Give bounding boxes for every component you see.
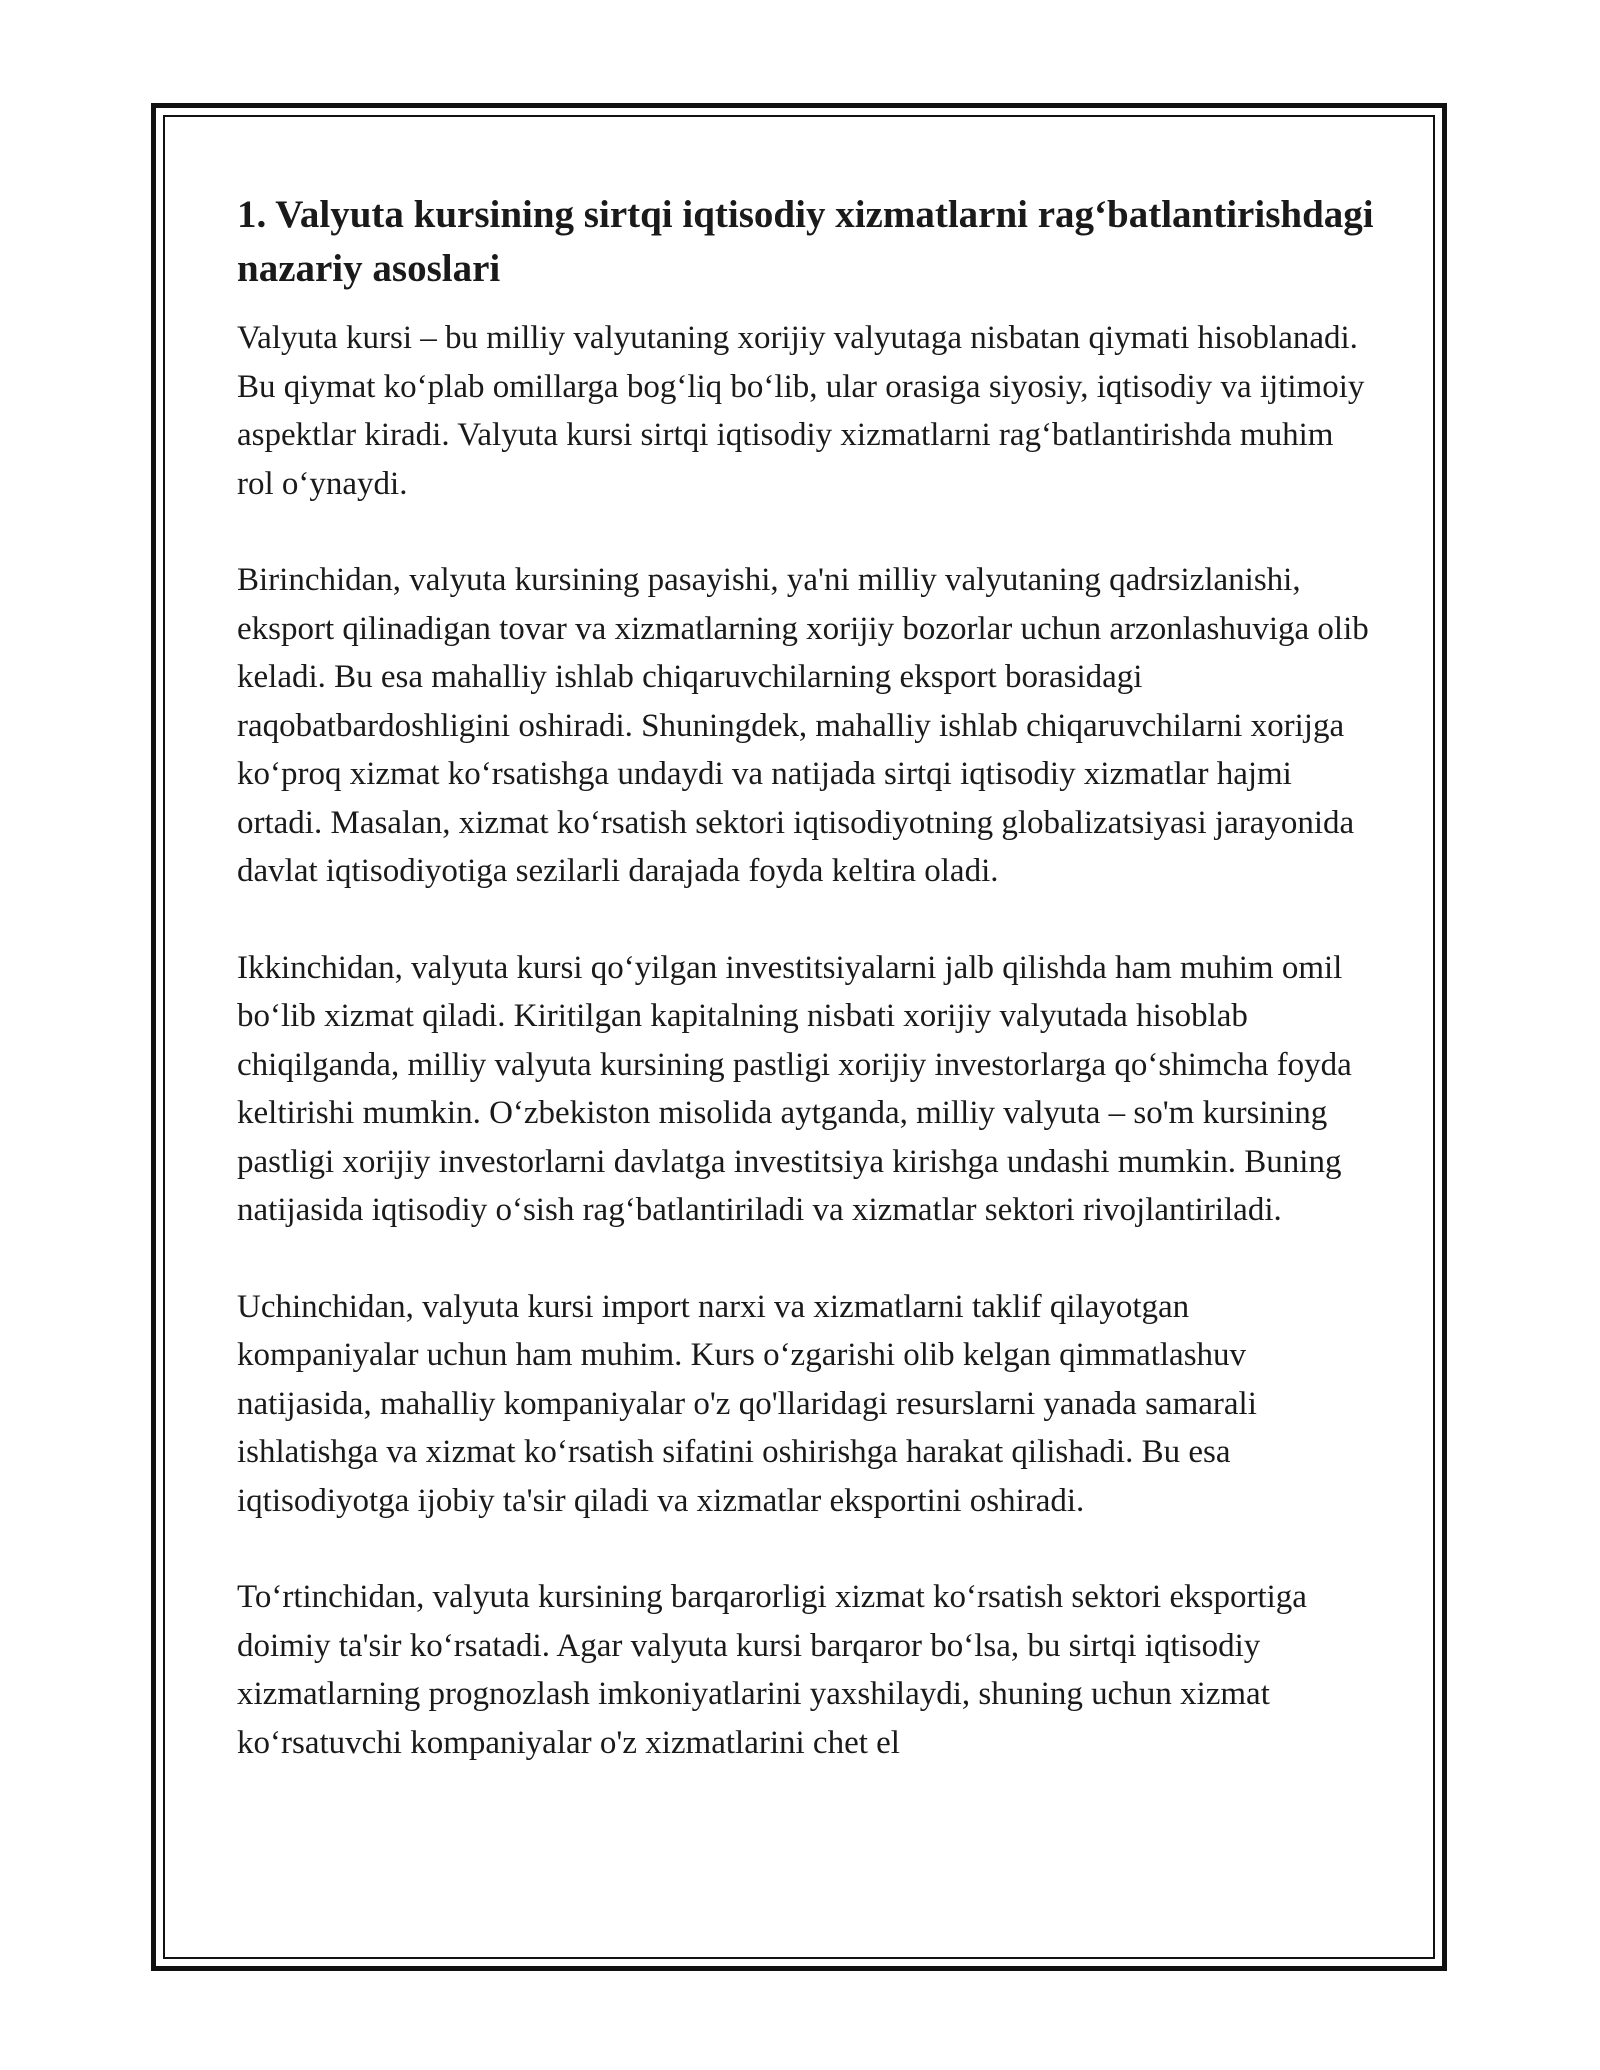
paragraph-first: Birinchidan, valyuta kursining pasayishi, ya'ni milliy valyutaning qadrsizlanishi, eksport qilinadigan tovar va xizmatlarning xorijiy bozorlar uchun arzonlashuviga olib keladi. Bu esa mahalliy ishlab chiqaruvchilarning eksport borasidagi raqobatbardoshligini oshiradi. Shuningdek, mahalliy ishlab chiqaruvchilarni xorijga ko‘proq xizmat ko‘rsatishga undaydi va natijada sirtqi iqtisodiy xizmatlar hajmi ortadi. Masalan, xizmat ko‘rsatish sektori iqtisodiyotning globalizatsiyasi jarayonida davlat iqtisodiyotiga sezilarli darajada foyda keltira oladi. [237, 562, 1369, 889]
section-title: 1. Valyuta kursining sirtqi iqtisodiy xizmatlarni rag‘batlantirishdagi nazariy asoslari [237, 193, 1374, 290]
paragraph-third: Uchinchidan, valyuta kursi import narxi va xizmatlarni taklif qilayotgan kompaniyalar uchun ham muhim. Kurs o‘zgarishi olib kelgan qimmatlashuv natijasida, mahalliy kompaniyalar o'z qo'llaridagi resurslarni yanada samarali ishlatishga va xizmat ko‘rsatish sifatini oshirishga harakat qilishadi. Bu esa iqtisodiyotga ijobiy ta'sir qiladi va xizmatlar eksportini oshiradi. [237, 1288, 1257, 1519]
paragraph-intro: Valyuta kursi – bu milliy valyutaning xorijiy valyutaga nisbatan qiymati hisoblanadi. Bu qiymat ko‘plab omillarga bog‘liq bo‘lib, ular orasiga siyosiy, iqtisodiy va ijtimoiy aspektlar kiradi. Valyuta kursi sirtqi iqtisodiy xizmatlarni rag‘batlantirishda muhim rol o‘ynaydi. [237, 320, 1365, 502]
paragraph-second: Ikkinchidan, valyuta kursi qo‘yilgan investitsiyalarni jalb qilishda ham muhim omil bo‘lib xizmat qiladi. Kiritilgan kapitalning nisbati xorijiy valyutada hisoblab chiqilganda, milliy valyuta kursining pastligi xorijiy investorlarga qo‘shimcha foyda keltirishi mumkin. O‘zbekiston misolida aytganda, milliy valyuta – so'm kursining pastligi xorijiy investorlarni davlatga investitsiya kirishga undashi mumkin. Buning natijasida iqtisodiy o‘sish rag‘batlantiriladi va xizmatlar sektori rivojlantiriladi. [237, 949, 1352, 1228]
document-body [237, 188, 1377, 1815]
paragraph-fourth: To‘rtinchidan, valyuta kursining barqarorligi xizmat ko‘rsatish sektori eksportiga doimiy ta'sir ko‘rsatadi. Agar valyuta kursi barqaror bo‘lsa, bu sirtqi iqtisodiy xizmatlarning prognozlash imkoniyatlarini yaxshilaydi, shuning uchun xizmat ko‘rsatuvchi kompaniyalar o'z xizmatlarini chet el [237, 1579, 1307, 1761]
